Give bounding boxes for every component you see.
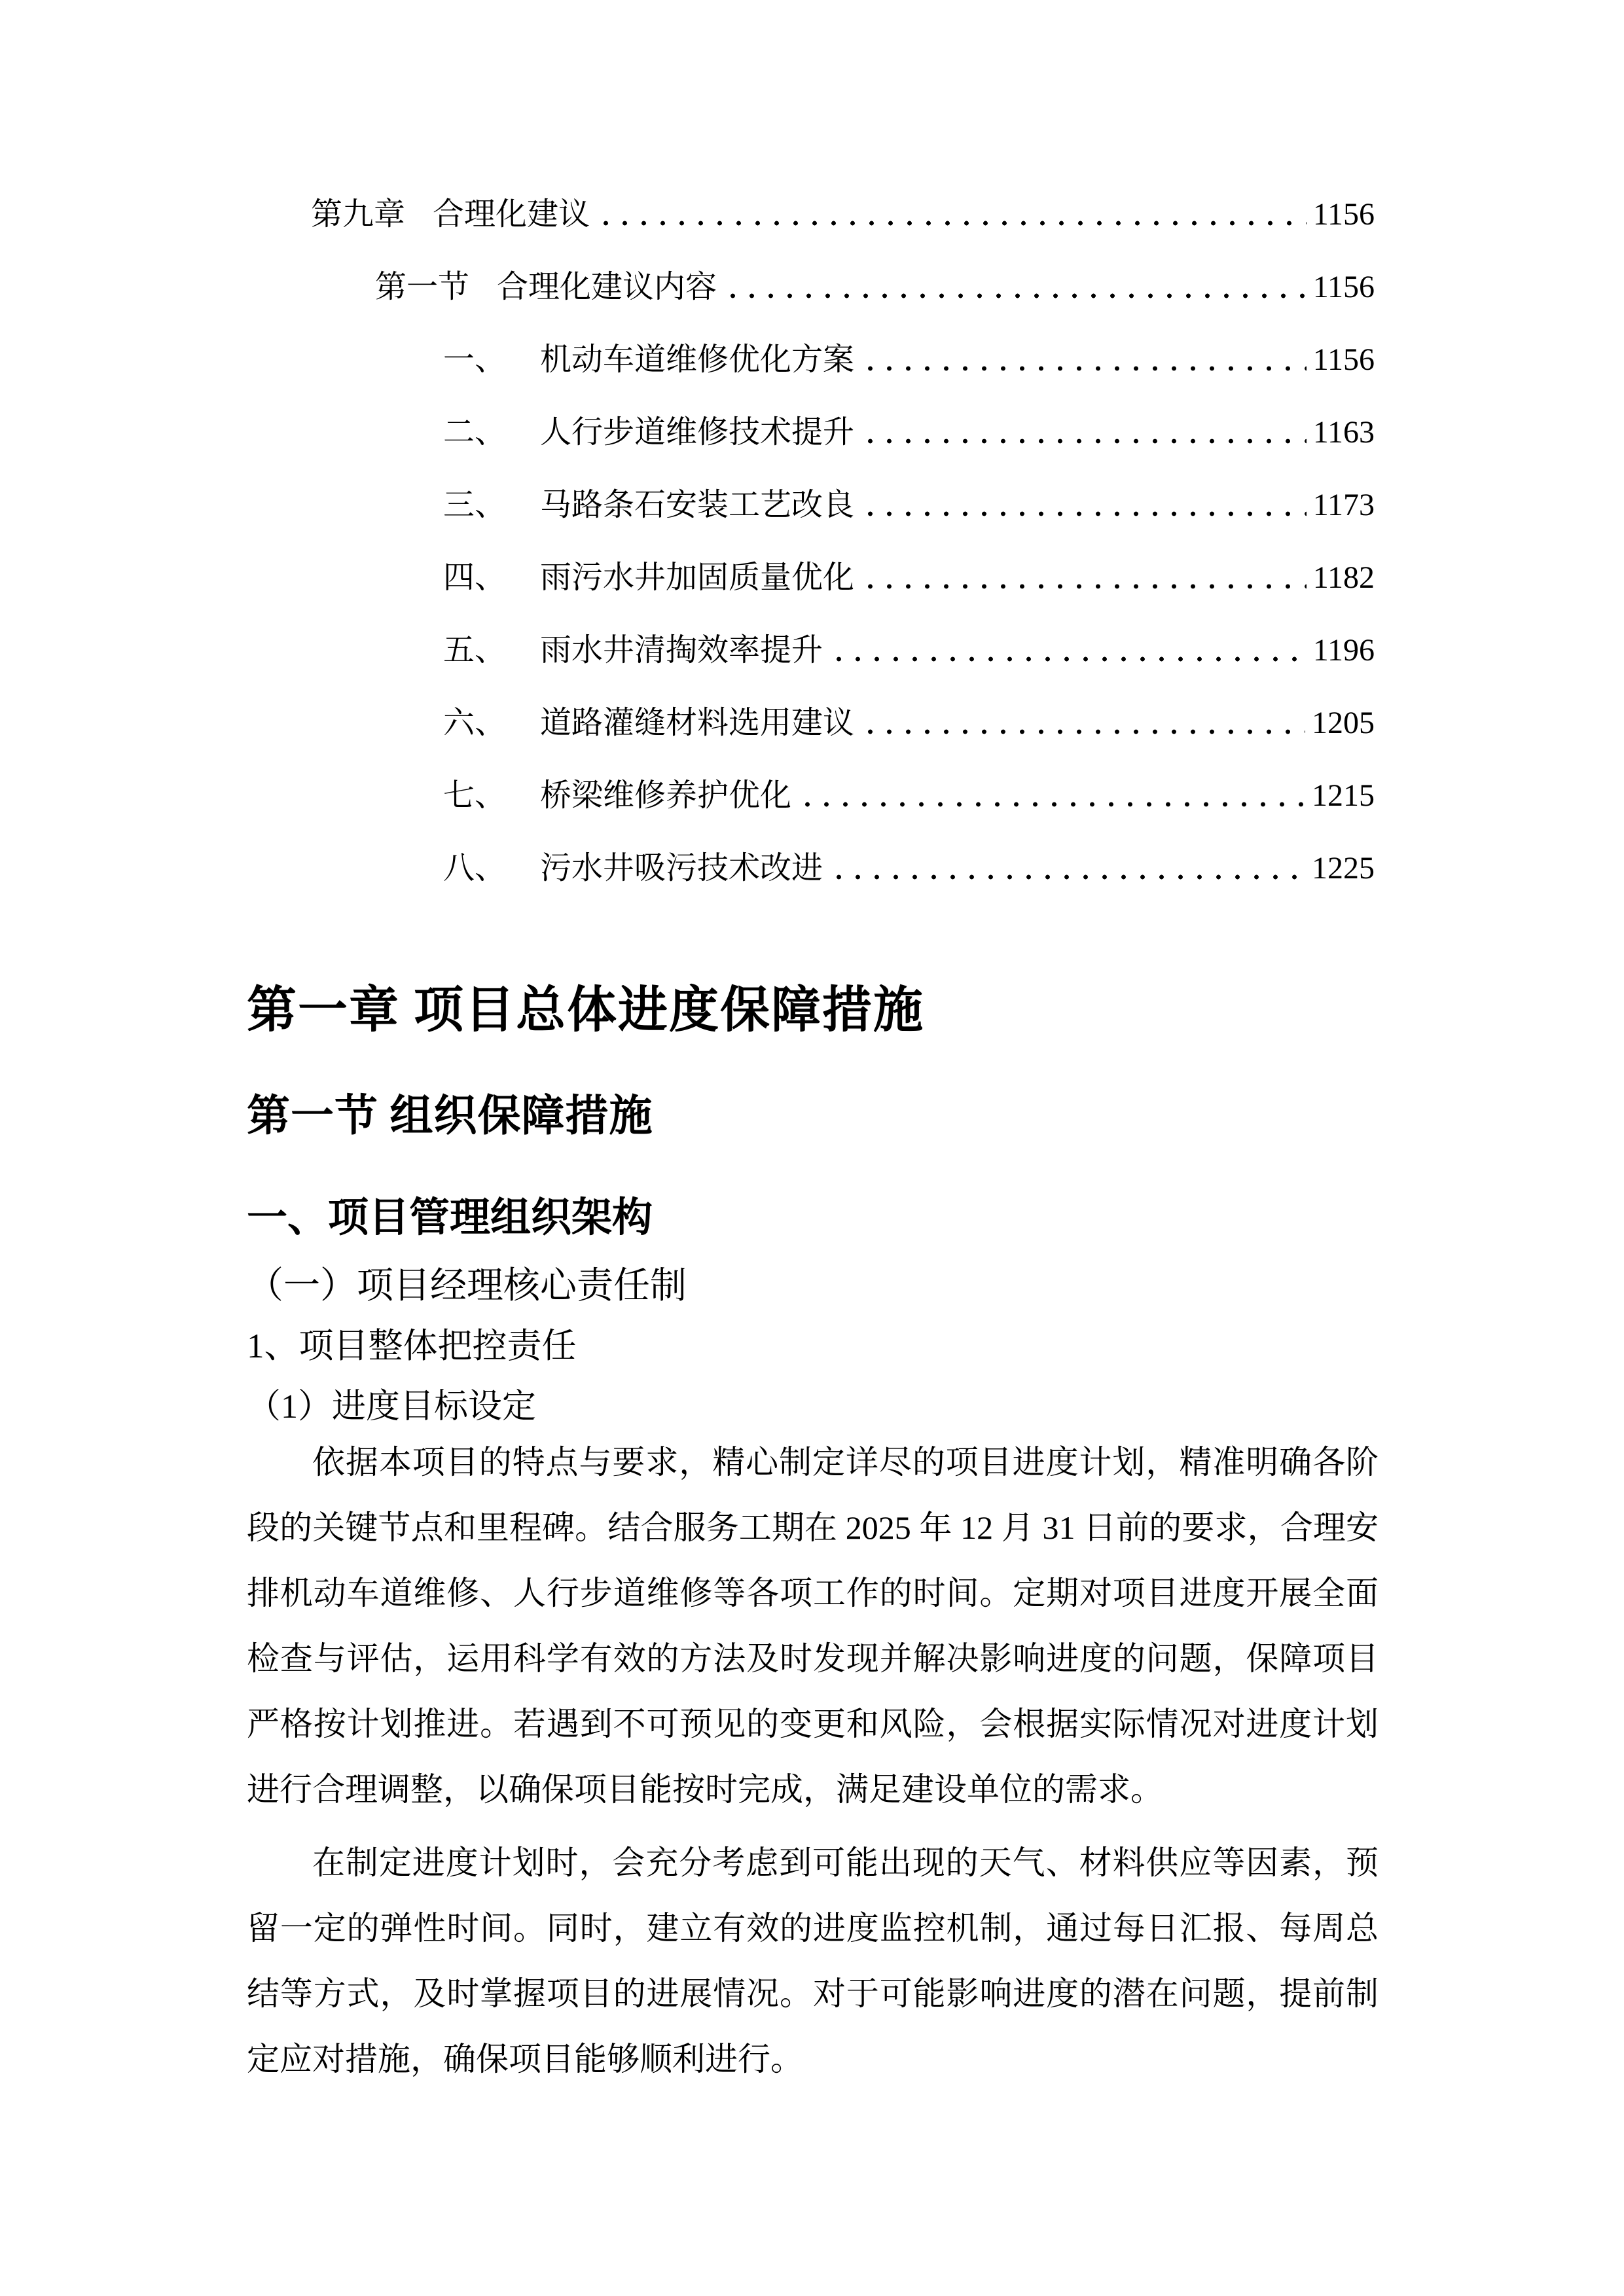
toc-entry-number: 第九章 — [311, 197, 406, 232]
paragraph: 在制定进度计划时，会充分考虑到可能出现的天气、材料供应等因素，预留一定的弹性时间。同时，建立有效的进度监控机制，通过每日汇报、每周总结等方式，及时掌握项目的进展情况。对于可能影响进度的潜在问题，提前制定应对措施，确保项目能够顺利进行。 — [247, 1844, 1379, 2077]
toc-entry — [443, 832, 1379, 905]
toc-entry-title: 雨污水井加固质量优化 — [540, 560, 855, 595]
clause-heading-level3: （1）进度目标设定 — [247, 1388, 537, 1426]
paragraph: 依据本项目的特点与要求，精心制定详尽的项目进度计划，精准明确各阶段的关键节点和里程碑。结合服务工期在 2025 年 12 月 31 日前的要求，合理安排机动车道维修、人行步道维修等各项工作的时间。定期对项目进度开展全面检查与评估，运用科学有效的方法及时发现并解决影响进度的问题，保障项目严格按计划推进。若遇到不可预见的变更和风险，会根据实际情况对进度计划进行合理调整，以确保项目能按时完成，满足建设单位的需求。 — [247, 1444, 1379, 1808]
toc-entry-number: 第一节 — [375, 270, 470, 304]
toc-dot-leader — [859, 323, 1307, 396]
toc-entry-title: 桥梁维修养护优化 — [540, 778, 792, 813]
toc-entry — [443, 541, 1379, 614]
toc-entry-title: 污水井吸污技术改进 — [540, 851, 823, 886]
toc-entry-number: 四、 — [443, 560, 507, 595]
toc-entry-number: 五、 — [443, 633, 507, 668]
toc-entry-page-number: 1156 — [1312, 197, 1375, 232]
toc-dot-leader — [722, 251, 1307, 323]
toc-dot-leader — [859, 396, 1307, 469]
toc-dot-leader — [828, 832, 1305, 905]
toc-dot-leader — [828, 614, 1307, 687]
toc-entry-number: 八、 — [443, 851, 507, 886]
toc-entry-page-number: 1173 — [1312, 488, 1375, 522]
toc-entry-number: 二、 — [443, 415, 507, 450]
toc-entry — [443, 396, 1379, 469]
toc-entry-title: 机动车道维修优化方案 — [540, 342, 855, 377]
toc-entry-page-number: 1156 — [1312, 342, 1375, 377]
toc-entry-title: 合理化建议内容 — [497, 270, 717, 304]
toc-entry — [443, 469, 1379, 541]
toc-entry-title: 人行步道维修技术提升 — [540, 415, 855, 450]
toc-entry-page-number: 1156 — [1312, 270, 1375, 304]
table-of-contents — [247, 178, 1379, 905]
chapter-heading: 第一章 项目总体进度保障措施 — [247, 983, 924, 1038]
toc-dot-leader — [859, 541, 1307, 614]
toc-entry — [443, 323, 1379, 396]
toc-entry-page-number: 1163 — [1312, 415, 1375, 450]
toc-entry-page-number: 1182 — [1312, 560, 1375, 595]
toc-entry-title: 道路灌缝材料选用建议 — [540, 706, 855, 740]
toc-dot-leader — [859, 469, 1307, 541]
toc-entry — [375, 251, 1379, 323]
toc-entry-page-number: 1225 — [1312, 851, 1375, 886]
section-heading: 第一节 组织保障措施 — [247, 1092, 653, 1140]
toc-entry-page-number: 1215 — [1312, 778, 1375, 813]
clause-heading-level2: 1、项目整体把控责任 — [247, 1327, 577, 1365]
toc-entry-page-number: 1205 — [1312, 706, 1375, 740]
toc-entry-number: 一、 — [443, 342, 507, 377]
toc-entry-number: 三、 — [443, 488, 507, 522]
toc-entry-title: 雨水井清掏效率提升 — [540, 633, 823, 668]
clause-heading-level1: （一）项目经理核心责任制 — [247, 1266, 687, 1306]
toc-dot-leader — [595, 178, 1307, 251]
toc-dot-leader — [859, 687, 1305, 759]
subsection-heading: 一、项目管理组织架构 — [247, 1196, 653, 1240]
toc-entry-number: 六、 — [443, 706, 507, 740]
toc-entry-page-number: 1196 — [1312, 633, 1375, 668]
toc-entry — [443, 687, 1379, 759]
toc-entry-title: 合理化建议 — [433, 197, 590, 232]
toc-dot-leader — [797, 759, 1305, 832]
toc-entry-number: 七、 — [443, 778, 507, 813]
toc-entry — [443, 614, 1379, 687]
body-paragraphs — [247, 1429, 1379, 2092]
toc-entry — [311, 178, 1379, 251]
toc-entry — [443, 759, 1379, 832]
toc-entry-title: 马路条石安装工艺改良 — [540, 488, 855, 522]
